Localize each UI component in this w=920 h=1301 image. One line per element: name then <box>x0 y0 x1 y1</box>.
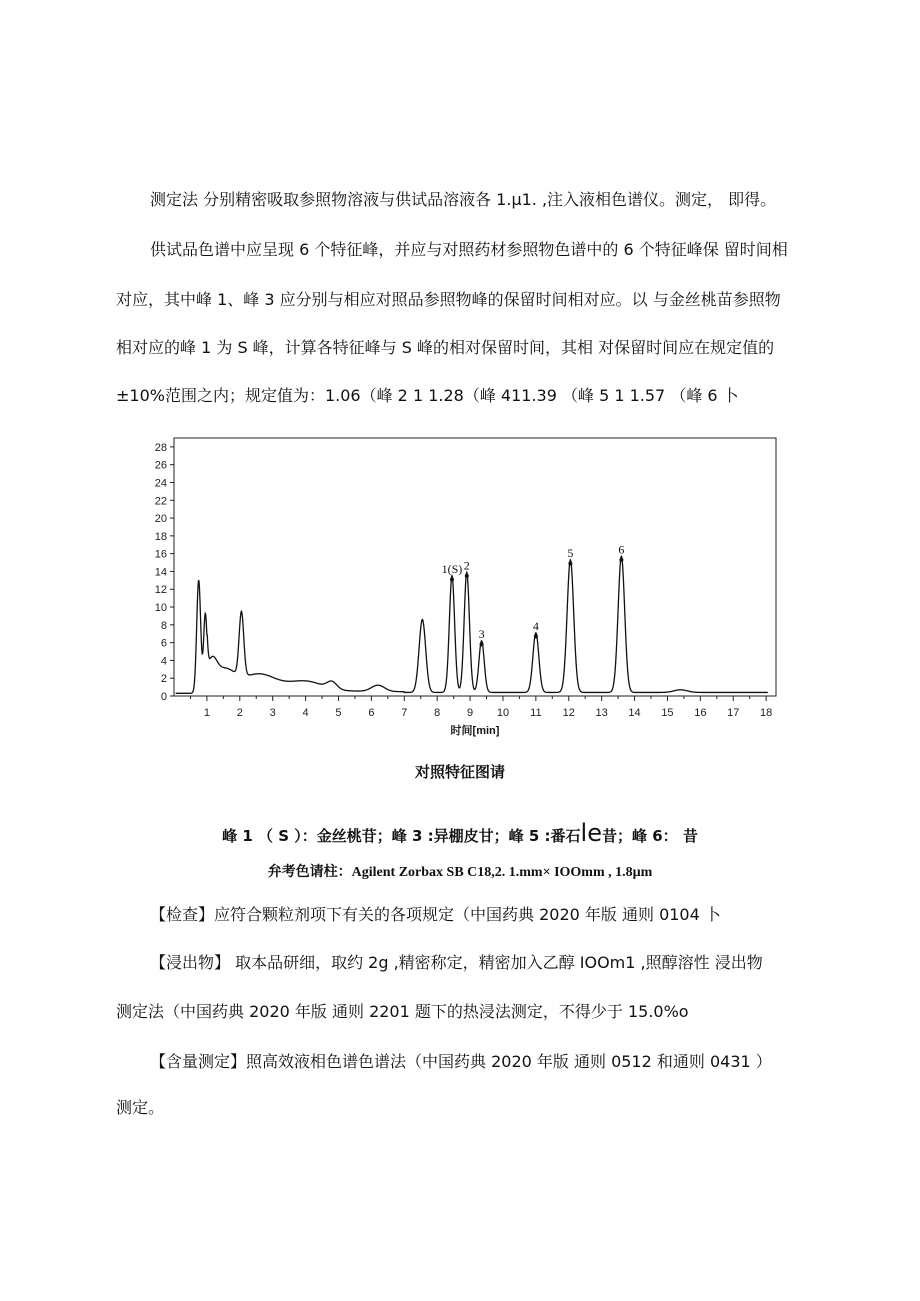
y-tick-label: 0 <box>160 691 167 703</box>
column-label: 弁考色请柱： <box>267 864 352 880</box>
y-tick-label: 10 <box>154 602 167 615</box>
peak-label: 4 <box>532 618 539 633</box>
x-tick-label: 14 <box>628 707 641 719</box>
y-tick-label: 20 <box>154 513 167 526</box>
x-tick-label: 3 <box>269 707 276 719</box>
x-tick-label: 7 <box>401 707 408 719</box>
y-tick-label: 18 <box>154 530 167 543</box>
section-assay-line1: 【含量测定】照高效液相色谱色谱法（中国药典 2020 年版 通则 0512 和通则 0431 ） <box>150 1052 772 1071</box>
y-tick-label: 14 <box>154 566 167 579</box>
y-tick-label: 8 <box>160 619 167 632</box>
x-tick-label: 11 <box>530 707 542 719</box>
x-tick-label: 8 <box>434 707 441 719</box>
section-assay-line2: 测定。 <box>116 1098 165 1117</box>
paragraph-requirement-line4: ±10%范围之内；规定值为：1.06（峰 2 1 1.28（峰 411.39 （峰 5 1 1.57 （峰 6 卜 <box>116 386 739 405</box>
section-extract-line2: 测定法（中国药典 2020 年版 通则 2201 题下的热浸法测定，不得少于 15.0%o <box>116 1002 689 1021</box>
chromatogram-trace <box>176 556 768 693</box>
paragraph-requirement-line2: 对应，其中峰 1、峰 3 应分别与相应对照品参照物峰的保留时间相对应。以 与金丝桃苗参照物 <box>116 290 781 309</box>
peak-label: 2 <box>463 558 470 573</box>
paragraph-method: 测定法 分别精密吸取参照物溶液与供试品溶液各 1.µ1. ,注入液相色谱仪。测定， 即得。 <box>150 190 777 209</box>
x-tick-label: 1 <box>203 707 210 719</box>
peak-legend <box>0 820 920 849</box>
chart-caption: 对照特征图请 <box>414 763 505 781</box>
x-tick-label: 13 <box>595 707 608 719</box>
y-tick-label: 2 <box>160 673 167 686</box>
x-tick-label: 9 <box>467 707 474 719</box>
x-tick-label: 2 <box>236 707 243 719</box>
peak-marker <box>619 558 623 562</box>
paragraph-requirement-line1: 供试品色谱中应呈现 6 个特征峰，并应与对照药材参照物色谱中的 6 个特征峰保 留时间相 <box>150 240 788 259</box>
y-tick-label: 12 <box>154 584 167 597</box>
peak-label: 5 <box>567 545 574 560</box>
x-tick-label: 17 <box>727 707 740 719</box>
paragraph-requirement-line3: 相对应的峰 1 为 S 峰，计算各特征峰与 S 峰的相对保留时间，其相 对保留时间应在规定值的 <box>116 338 775 357</box>
chromatogram-chart <box>140 430 790 740</box>
plot-frame <box>174 438 776 696</box>
peak-legend-large-glyph: le <box>580 819 602 847</box>
peak-label: 3 <box>478 626 485 641</box>
peak-marker <box>465 574 469 578</box>
x-tick-label: 5 <box>335 707 342 719</box>
peak-label: 1(S) <box>441 561 463 576</box>
column-value: Agilent Zorbax SB C18,2. 1.mm× IOOmm , 1.8µm <box>351 865 653 880</box>
x-tick-label: 4 <box>302 707 309 719</box>
section-check: 【检查】应符合颗粒剂项下有关的各项规定（中国药典 2020 年版 通则 0104 卜 <box>150 905 721 924</box>
y-tick-label: 6 <box>160 637 167 650</box>
x-tick-label: 6 <box>368 707 375 719</box>
y-tick-label: 16 <box>154 548 167 561</box>
column-info <box>0 862 920 883</box>
y-tick-label: 22 <box>154 495 167 508</box>
peak-legend-text-start: 峰 1 （ S ）：金丝桃苷；峰 3 :异棚皮甘；峰 5 :番石 <box>222 827 581 845</box>
peak-legend-text-end: 昔；峰 6： 昔 <box>601 827 698 845</box>
x-tick-label: 10 <box>496 707 510 719</box>
x-tick-label: 16 <box>694 707 707 719</box>
y-tick-label: 28 <box>154 441 167 454</box>
x-axis-label: 时间[min] <box>450 725 500 737</box>
peak-marker <box>568 561 572 565</box>
x-tick-label: 15 <box>661 707 674 719</box>
peak-marker <box>480 642 484 646</box>
x-tick-label: 12 <box>562 707 575 719</box>
peak-marker <box>450 577 454 581</box>
x-tick-label: 18 <box>760 707 773 719</box>
peak-marker <box>534 634 538 638</box>
peak-label: 6 <box>618 542 625 557</box>
y-tick-label: 4 <box>160 655 167 668</box>
y-tick-label: 24 <box>154 477 167 490</box>
y-tick-label: 26 <box>154 459 167 472</box>
section-extract-line1: 【浸出物】 取本品研细，取约 2g ,精密称定，精密加入乙醇 IOOm1 ,照醇溶性 浸出物 <box>150 953 763 972</box>
